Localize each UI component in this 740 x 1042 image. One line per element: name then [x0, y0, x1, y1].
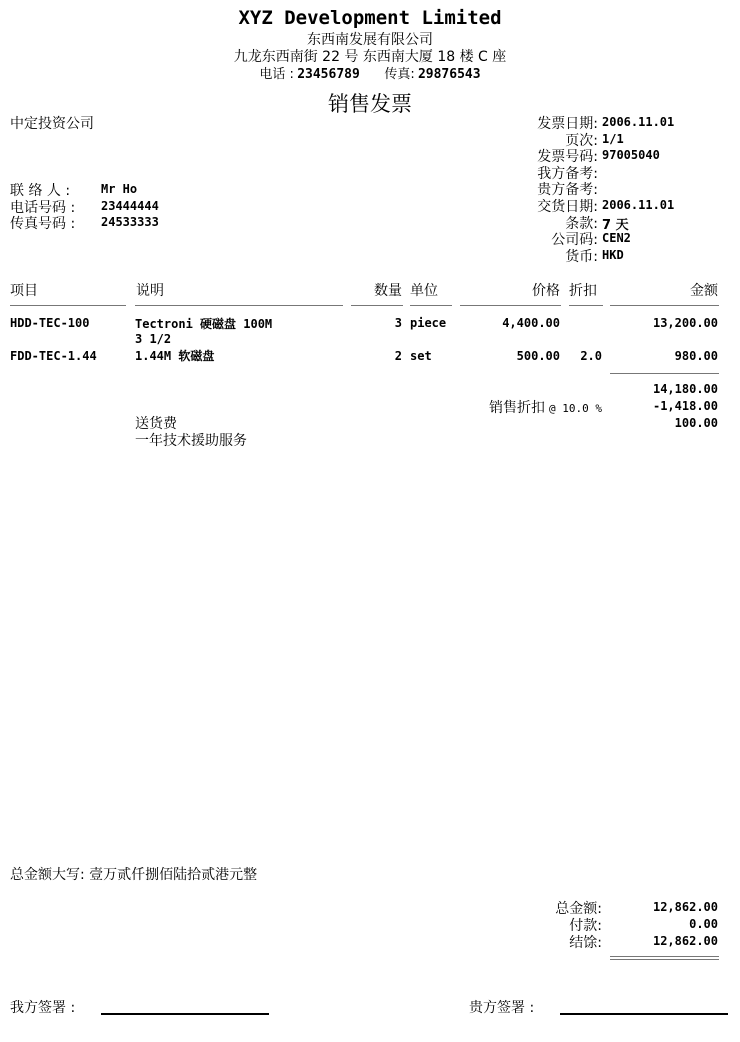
info-value: HKD [602, 247, 624, 262]
info-row-company-code [440, 229, 730, 249]
total-label: 付款: [569, 918, 602, 934]
sales-discount-amount: -1,418.00 [652, 399, 718, 413]
service-label: 一年技术援助服务 [135, 433, 247, 449]
customer-name: 中定投资公司 [10, 116, 94, 132]
info-label: 页次: [565, 132, 598, 149]
info-label: 我方备考: [537, 165, 598, 182]
header-rule-item [10, 305, 126, 306]
total-value: 12,862.00 [652, 934, 718, 948]
header-rule-desc [135, 305, 343, 306]
company-fax: 29876543 [417, 67, 481, 82]
item-desc-text: 1.44M 软磁盘 [135, 349, 215, 363]
info-value: 7 天 [602, 217, 629, 233]
item-price: 500.00 [516, 349, 560, 363]
item-discount: 2.0 [580, 349, 602, 363]
info-value: 2006.11.01 [602, 115, 675, 129]
info-row-terms [440, 213, 730, 233]
sales-discount-rate: @ 10.0 % [549, 402, 602, 415]
col-header-item: 项目 [10, 283, 38, 299]
company-fax-label: 传真: [384, 67, 415, 82]
info-label: 发票号码: [537, 149, 598, 166]
info-label: 条款: [565, 215, 598, 232]
info-row-your-ref [440, 179, 730, 199]
item-amount: 980.00 [674, 349, 718, 363]
company-name-en: XYZ Development Limited [238, 7, 502, 29]
item-amount: 13,200.00 [652, 316, 718, 330]
info-row-page [440, 130, 730, 147]
company-address: 九龙东西南街 22 号 东西南大厦 18 楼 C 座 [233, 49, 507, 65]
company-phone: 23456789 [297, 67, 360, 82]
sales-discount-label: 销售折扣 [489, 400, 546, 416]
total-row-payment [460, 915, 720, 932]
item-desc [135, 315, 272, 332]
info-row-our-ref [440, 163, 730, 180]
info-row-delivery-date [440, 196, 730, 213]
col-header-price: 价格 [532, 283, 560, 299]
header-rule-price [460, 305, 561, 306]
total-row-amount [460, 898, 720, 915]
header-rule-discount [569, 305, 603, 306]
contact-value: Mr Ho [101, 182, 138, 196]
info-value [598, 163, 602, 180]
col-header-qty: 数量 [374, 283, 402, 299]
item-desc-text: Tectroni 硬磁盘 100M [135, 317, 273, 331]
info-value: 2006.11.01 [602, 197, 675, 212]
our-signature-label: 我方签署 : [10, 1000, 76, 1016]
their-signature-label: 贵方签署 : [469, 1000, 535, 1016]
invoice-info-block [440, 113, 730, 265]
their-signature-line[interactable] [560, 1013, 728, 1015]
header-rule-amount [610, 305, 719, 306]
balance-double-rule [610, 956, 719, 960]
info-row-invoice-no [440, 146, 730, 166]
header-rule-unit [410, 305, 452, 306]
item-qty: 2 [394, 349, 402, 363]
info-value: CEN2 [602, 231, 631, 246]
col-header-unit: 单位 [410, 283, 438, 299]
customer-phone-label: 电话号码 : [10, 200, 76, 216]
info-row-invoice-date [440, 113, 730, 130]
item-qty: 3 [394, 316, 402, 330]
amount-in-words-label: 总金额大写: [10, 867, 85, 883]
customer-fax: 24533333 [101, 215, 159, 229]
subtotal-rule [610, 373, 719, 374]
company-contact-line [0, 63, 740, 82]
total-value: 12,862.00 [652, 900, 718, 914]
item-code: HDD-TEC-100 [10, 316, 90, 330]
item-unit: set [410, 349, 432, 363]
info-value: 1/1 [602, 131, 624, 146]
amount-in-words-line [10, 864, 257, 884]
subtotal-amount: 14,180.00 [652, 382, 718, 396]
info-label: 公司码: [551, 232, 598, 249]
total-row-balance [460, 932, 720, 949]
info-label: 贵方备考: [537, 182, 598, 199]
header-rule-qty [351, 305, 403, 306]
total-label: 结馀: [569, 935, 602, 951]
info-label: 交货日期: [537, 198, 598, 215]
customer-fax-label: 传真号码 : [10, 216, 76, 232]
item-desc-line2: 3 1/2 [135, 332, 172, 346]
sales-discount-line [400, 397, 602, 417]
info-value: 97005040 [602, 148, 660, 163]
customer-phone: 23444444 [101, 199, 159, 213]
info-row-currency [440, 246, 730, 263]
col-header-discount: 折扣 [569, 283, 597, 299]
our-signature-line[interactable] [101, 1013, 269, 1015]
col-header-amount: 金额 [690, 283, 718, 299]
info-label: 发票日期: [537, 116, 598, 132]
document-title: 销售发票 [328, 92, 412, 116]
amount-in-words: 壹万贰仟捌佰陆拾贰港元整 [89, 867, 258, 883]
company-phone-label: 电话 : [259, 67, 294, 82]
item-unit: piece [410, 316, 447, 330]
info-value [598, 179, 602, 196]
delivery-amount: 100.00 [674, 416, 718, 430]
item-desc [135, 347, 214, 364]
info-label: 货币: [565, 248, 598, 265]
delivery-label: 送货费 [135, 416, 177, 432]
total-value: 0.00 [689, 917, 718, 931]
totals-block [460, 898, 720, 949]
company-name-cn: 东西南发展有限公司 [307, 32, 433, 48]
total-label: 总金额: [555, 901, 602, 917]
item-code: FDD-TEC-1.44 [10, 349, 97, 363]
col-header-desc: 说明 [136, 283, 164, 299]
contact-label: 联 络 人 : [10, 183, 71, 199]
item-price: 4,400.00 [502, 316, 560, 330]
